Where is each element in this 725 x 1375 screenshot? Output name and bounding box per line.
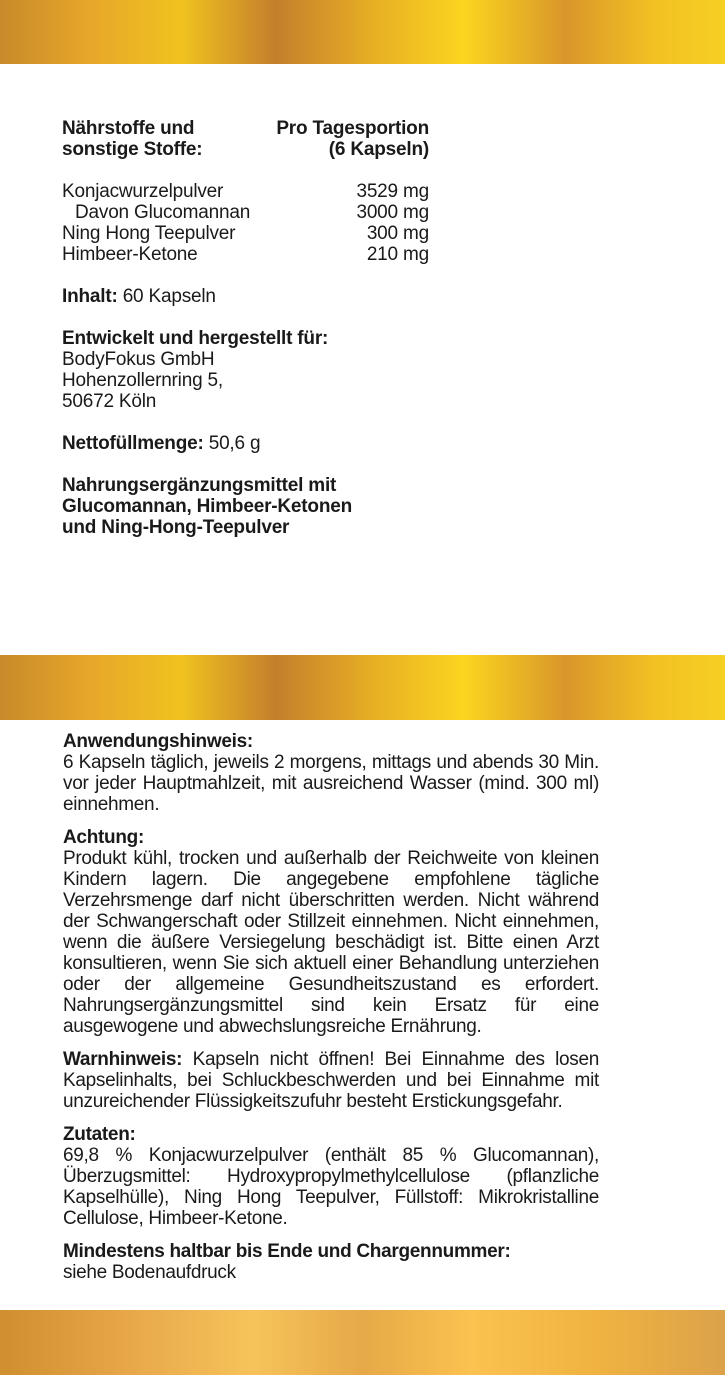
manufacturer-block: Entwickelt und hergestellt für: BodyFokus GmbH Hohenzollernring 5, 50672 Köln (62, 328, 329, 412)
net-weight-line: Nettofüllmenge: 50,6 g (62, 433, 261, 454)
table-row: Konjacwurzelpulver 3529 mg (62, 181, 429, 202)
top-gold-band (0, 0, 725, 64)
usage-section: Anwendungshinweis: 6 Kapseln täglich, jeweils 2 morgens, mittags und abends 30 Min. vor jeder Hauptmahlzeit, mit ausreichend Wasser (mind. 300 ml) einnehmen. (63, 731, 599, 815)
table-row: Davon Glucomannan 3000 mg (75, 202, 429, 223)
bottom-gold-band (0, 1310, 725, 1375)
best-before-section: Mindestens haltbar bis Ende und Chargennummer: siehe Bodenaufdruck (63, 1241, 511, 1283)
warning-section: Warnhinweis: Kapseln nicht öffnen! Bei Einnahme des losen Kapselinhalts, bei Schluckbeschwerden und bei Einnahme mit unzureichender Flüssigkeitszufuhr besteht Erstickungsgefahr. (63, 1049, 599, 1112)
product-description: Nahrungsergänzungsmittel mit Glucomannan, Himbeer-Ketonen und Ning-Hong-Teepulver (62, 475, 352, 538)
instructions-panel (63, 731, 599, 1295)
header-nutrients: Nährstoffe und sonstige Stoffe: (62, 118, 203, 160)
table-row: Himbeer-Ketone 210 mg (62, 244, 429, 265)
nutrition-panel (62, 118, 429, 538)
header-daily-portion: Pro Tagesportion (6 Kapseln) (276, 118, 429, 160)
table-row: Ning Hong Teepulver 300 mg (62, 223, 429, 244)
nutrition-table-header (62, 118, 429, 160)
middle-gold-band (0, 655, 725, 720)
ingredients-section: Zutaten: 69,8 % Konjacwurzelpulver (enthält 85 % Glucomannan), Überzugsmittel: Hydroxypropylmethylcellulose (pflanzliche Kapselhülle), Ning Hong Teepulver, Füllstoff: Mikrokristalline Cellulose, Himbeer-Ketone. (63, 1124, 599, 1229)
content-line: Inhalt: 60 Kapseln (62, 286, 216, 307)
caution-section: Achtung: Produkt kühl, trocken und außerhalb der Reichweite von kleinen Kindern lagern. Die angegebene empfohlene tägliche Verzehrsmenge darf nicht überschritten werden. Nicht während der Schwangerschaft oder Stillzeit einnehmen. Nicht einnehmen, wenn die äußere Versiegelung beschädigt ist. Bitte einen Arzt konsultieren, wenn Sie sich aktuell einer Behandlung unterziehen oder der allgemeine Gesundheitszustand es erfordert. Nahrungsergänzungsmittel sind kein Ersatz für eine ausgewogene und abwechslungsreiche Ernährung. (63, 827, 599, 1037)
